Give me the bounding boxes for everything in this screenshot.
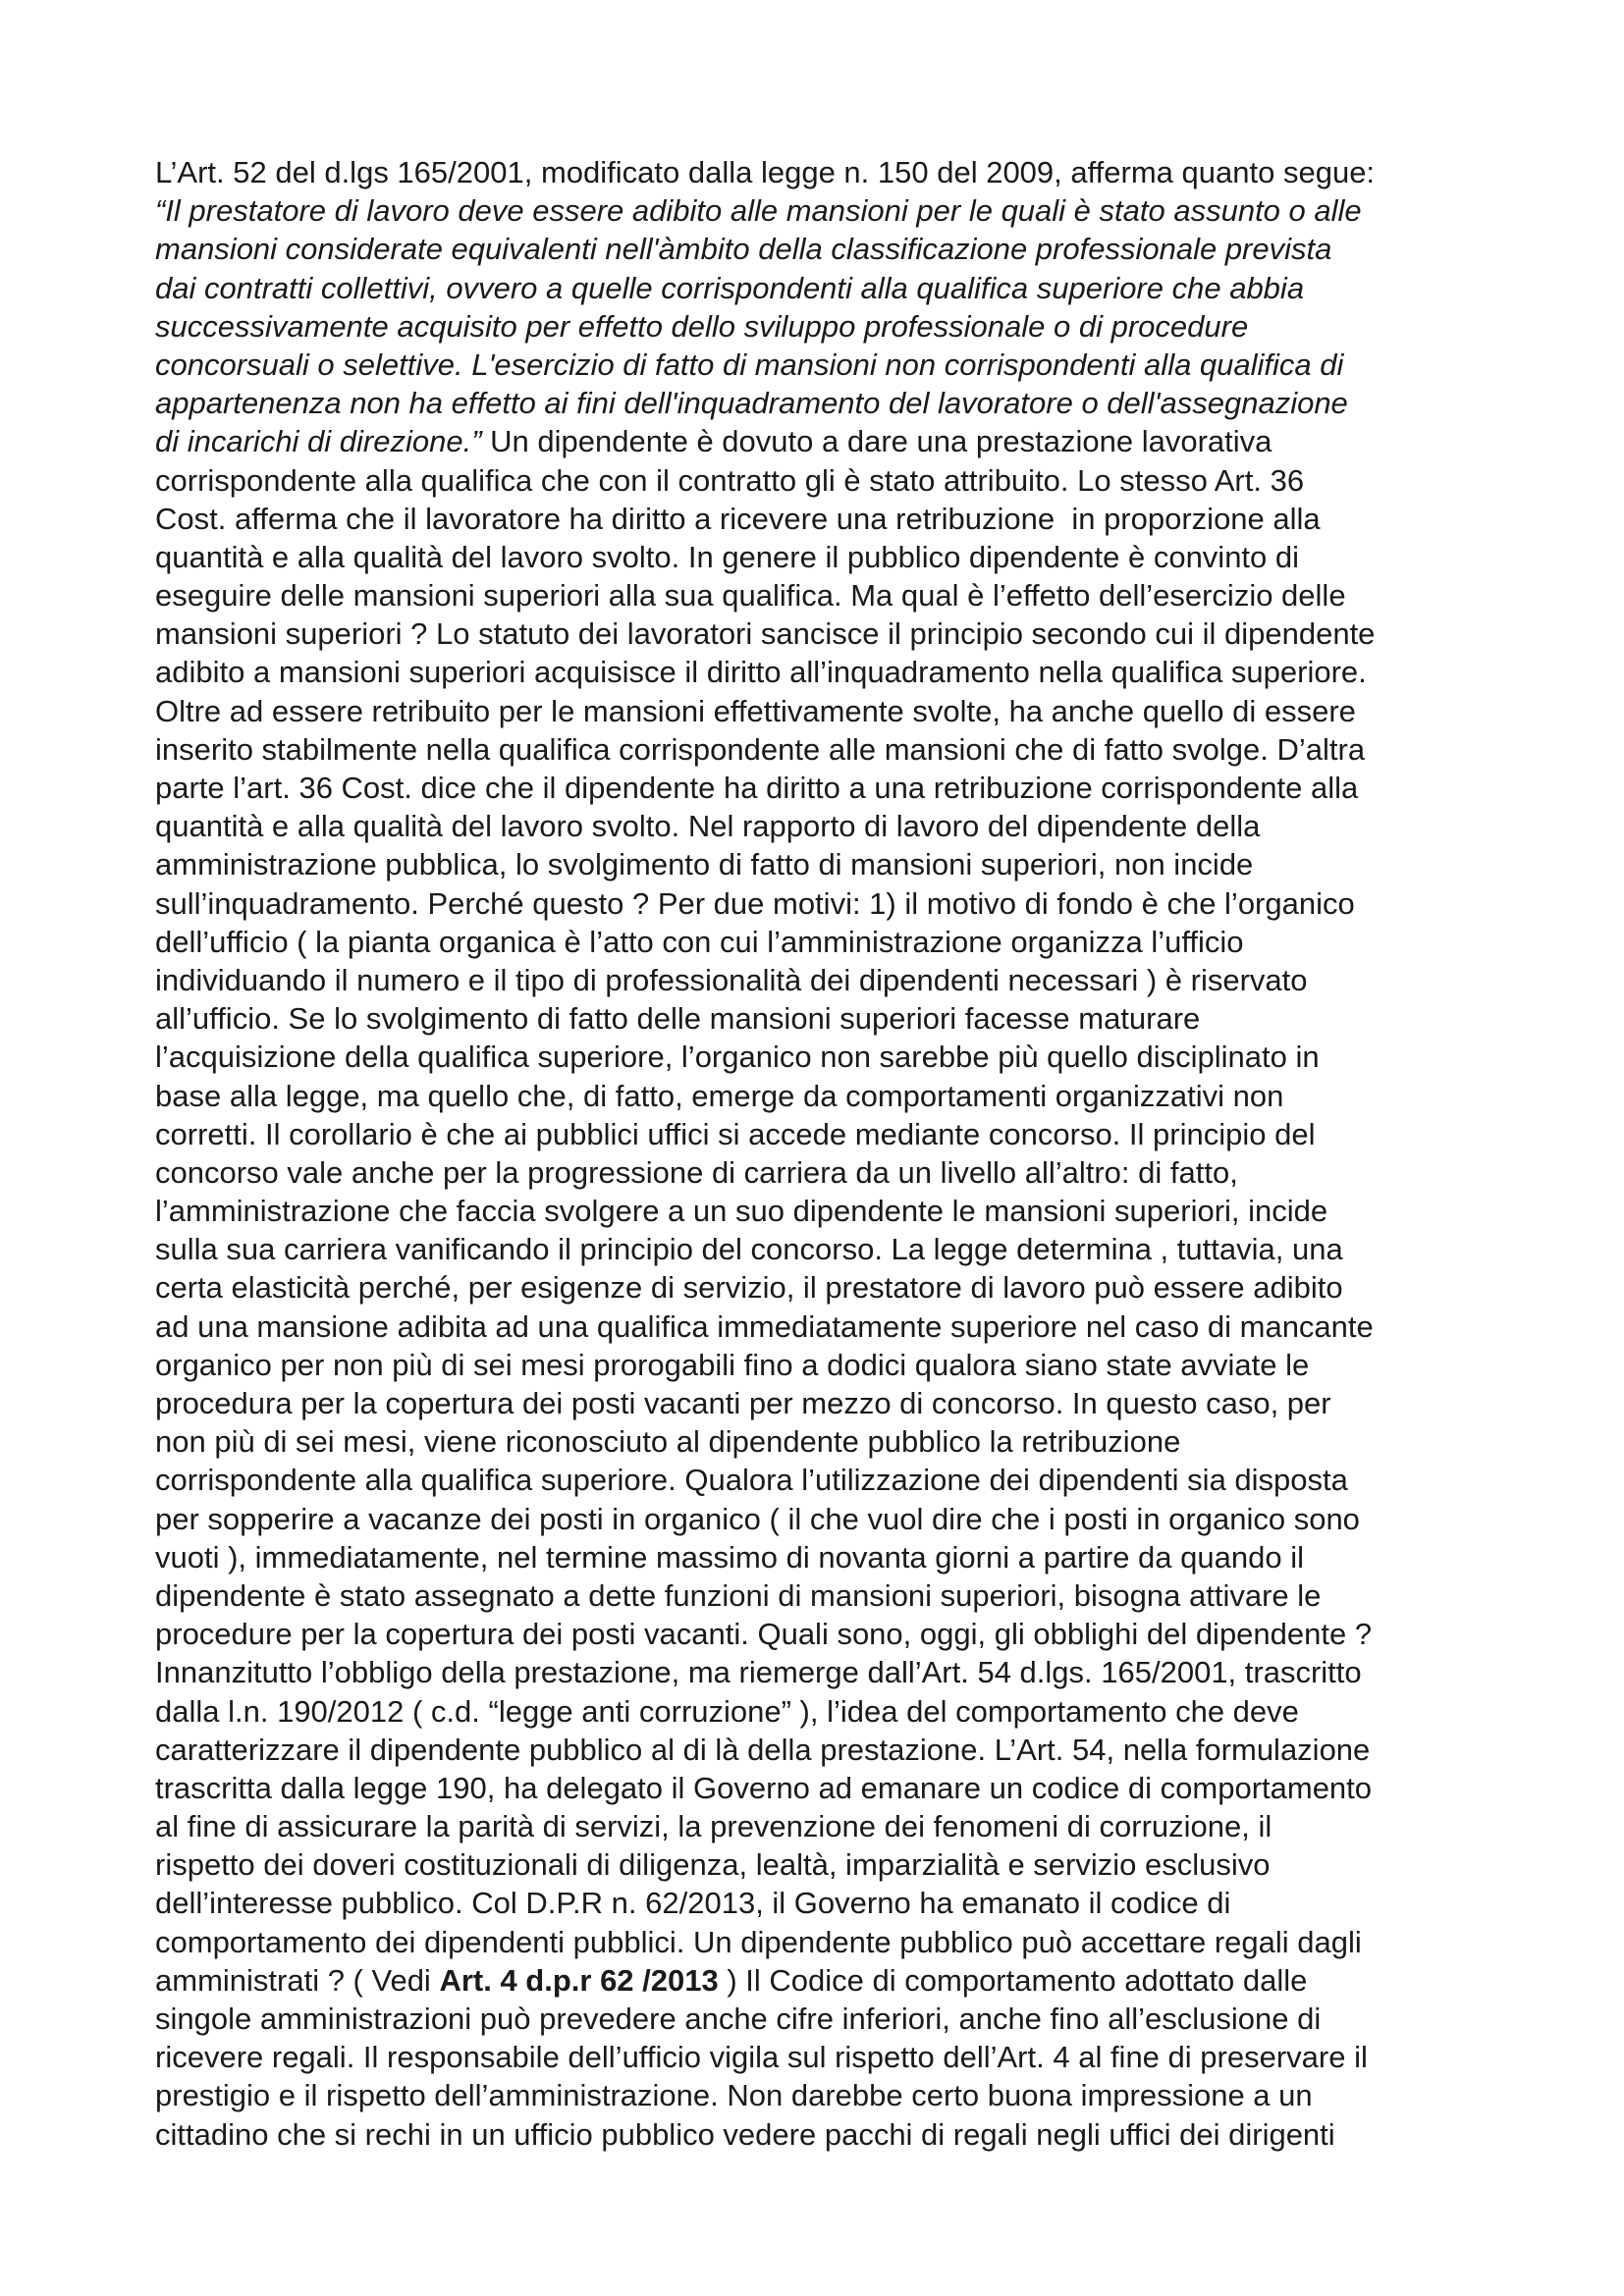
text-line xyxy=(155,1077,1500,1115)
text-line xyxy=(155,1230,1500,1268)
text-line xyxy=(155,1153,1500,1192)
body-text: organico per non più di sei mesi prorogabili fino a dodici qualora siano state avviate le xyxy=(155,1347,1310,1382)
body-text: certa elasticità perché, per esigenze di servizio, il prestatore di lavoro può essere adibito xyxy=(155,1270,1343,1306)
body-text: eseguire delle mansioni superiori alla sua qualifica. Ma qual è l’effetto dell’esercizio delle xyxy=(155,578,1346,614)
body-text: non più di sei mesi, viene riconosciuto al dipendente pubblico la retribuzione xyxy=(155,1424,1181,1460)
text-line xyxy=(155,2115,1500,2154)
body-text: corrispondente alla qualifica che con il contratto gli è stato attribuito. Lo stesso Art. 36 xyxy=(155,462,1305,498)
body-text: al fine di assicurare la parità di servizi, la prevenzione dei fenomeni di corruzione, il xyxy=(155,1809,1272,1844)
body-text: procedura per la copertura dei posti vacanti per mezzo di concorso. In questo caso, per xyxy=(155,1386,1331,1420)
text-line xyxy=(155,1923,1500,1961)
text-line xyxy=(155,923,1500,961)
text-line xyxy=(155,422,1500,460)
body-text: sulla sua carriera vanificando il principio del concorso. La legge determina , tuttavia, una xyxy=(155,1232,1343,1267)
body-text: prestigio e il rispetto dell’amministrazione. Non darebbe certo buona impressione a un xyxy=(155,2078,1313,2113)
text-line xyxy=(155,269,1500,307)
text-line xyxy=(155,999,1500,1038)
text-line xyxy=(155,1576,1500,1615)
body-text: cittadino che si rechi in un ufficio pubblico vedere pacchi di regali negli uffici dei dirigenti xyxy=(155,2116,1335,2152)
quoted-text: “Il prestatore di lavoro deve essere adibito alle mansioni per le quali è stato assunto o alle xyxy=(155,193,1362,229)
text-line xyxy=(155,1615,1500,1653)
text-line xyxy=(155,845,1500,883)
text-line xyxy=(155,500,1500,538)
body-text: dell’ufficio ( la pianta organica è l’atto con cui l’amministrazione organizza l’ufficio xyxy=(155,924,1244,959)
text-line xyxy=(155,1692,1500,1731)
text-line xyxy=(155,2038,1500,2076)
text-line xyxy=(155,1807,1500,1845)
body-text: singole amministrazioni può prevedere anche cifre inferiori, anche fino all’esclusione di xyxy=(155,2002,1322,2036)
body-text: parte l’art. 36 Cost. dice che il dipendente ha diritto a una retribuzione corrispondente alla xyxy=(155,771,1359,805)
text-line xyxy=(155,1653,1500,1691)
text-line xyxy=(155,961,1500,999)
text-line xyxy=(155,769,1500,807)
body-text: Oltre ad essere retribuito per le mansioni effettivamente svolte, ha anche quello di essere xyxy=(155,693,1356,728)
text-line xyxy=(155,384,1500,422)
body-text: concorso vale anche per la progressione di carriera da un livello all’altro: di fatto, xyxy=(155,1154,1238,1190)
text-line xyxy=(155,807,1500,845)
body-text: base alla legge, ma quello che, di fatto, emerge da comportamenti organizzativi non xyxy=(155,1078,1284,1113)
body-text: Un dipendente è dovuto a dare una prestazione lavorativa xyxy=(481,424,1272,459)
body-text: amministrati ? ( Vedi xyxy=(155,1962,440,1998)
text-line xyxy=(155,614,1500,653)
body-text: per sopperire a vacanze dei posti in organico ( il che vuol dire che i posti in organico sono xyxy=(155,1501,1360,1536)
body-text: quantità e alla qualità del lavoro svolto. In genere il pubblico dipendente è convinto di xyxy=(155,539,1300,574)
text-line xyxy=(155,2076,1500,2114)
body-text: l’amministrazione che faccia svolgere a un suo dipendente le mansioni superiori, incide xyxy=(155,1194,1328,1229)
quoted-text: di incarichi di direzione.” xyxy=(155,424,482,459)
text-line xyxy=(155,153,1500,191)
body-text: quantità e alla qualità del lavoro svolto. Nel rapporto di lavoro del dipendente della xyxy=(155,809,1261,844)
body-text: Innanzitutto l’obbligo della prestazione, ma riemerge dall’Art. 54 d.lgs. 165/2001, trascritto xyxy=(155,1655,1362,1690)
text-line xyxy=(155,884,1500,923)
text-line xyxy=(155,538,1500,576)
text-line xyxy=(155,1192,1500,1230)
text-line xyxy=(155,1461,1500,1499)
body-text: trascritta dalla legge 190, ha delegato il Governo ad emanare un codice di comportamento xyxy=(155,1770,1373,1805)
text-line xyxy=(155,1884,1500,1922)
text-line xyxy=(155,1115,1500,1153)
body-text: dell’interesse pubblico. Col D.P.R n. 62/2013, il Governo ha emanato il codice di xyxy=(155,1886,1231,1921)
body-text: inserito stabilmente nella qualifica corrispondente alle mansioni che di fatto svolge. D’altra xyxy=(155,731,1366,767)
quoted-text: successivamente acquisito per effetto dello sviluppo professionale o di procedure xyxy=(155,308,1249,344)
body-text: vuoti ), immediatamente, nel termine massimo di novanta giorni a partire da quando il xyxy=(155,1539,1304,1575)
body-text: all’ufficio. Se lo svolgimento di fatto delle mansioni superiori facesse maturare xyxy=(155,1001,1201,1037)
body-text: Cost. afferma che il lavoratore ha diritto a ricevere una retribuzione in proporzione alla xyxy=(155,501,1321,536)
text-line xyxy=(155,1538,1500,1576)
text-line xyxy=(155,1500,1500,1538)
body-text: caratterizzare il dipendente pubblico al di là della prestazione. L’Art. 54, nella formulazione xyxy=(155,1732,1371,1767)
body-text: amministrazione pubblica, lo svolgimento di fatto di mansioni superiori, non incide xyxy=(155,847,1254,882)
body-text: sull’inquadramento. Perché questo ? Per due motivi: 1) il motivo di fondo è che l’organico xyxy=(155,885,1355,921)
body-text: ad una mansione adibita ad una qualifica immediatamente superiore nel caso di mancante xyxy=(155,1308,1374,1344)
body-text: corrispondente alla qualifica superiore. Qualora l’utilizzazione dei dipendenti sia disposta xyxy=(155,1463,1348,1498)
text-line xyxy=(155,1308,1500,1346)
text-line xyxy=(155,1346,1500,1384)
quoted-text: concorsuali o selettive. L'esercizio di fatto di mansioni non corrispondenti alla qualifica di xyxy=(155,347,1344,382)
text-line xyxy=(155,1384,1500,1422)
body-text: comportamento dei dipendenti pubblici. Un dipendente pubblico può accettare regali dagli xyxy=(155,1924,1362,1959)
body-text: corretti. Il corollario è che ai pubblici uffici si accede mediante concorso. Il principio del xyxy=(155,1116,1316,1151)
body-text: adibito a mansioni superiori acquisisce il diritto all’inquadramento nella qualifica superiore. xyxy=(155,655,1367,690)
quoted-text: dai contratti collettivi, ovvero a quelle corrispondenti alla qualifica superiore che abbia xyxy=(155,270,1305,305)
text-line xyxy=(155,1038,1500,1076)
body-text: l’acquisizione della qualifica superiore, l’organico non sarebbe più quello disciplinato in xyxy=(155,1040,1320,1075)
text-line xyxy=(155,461,1500,500)
text-line xyxy=(155,1769,1500,1807)
text-line xyxy=(155,1268,1500,1307)
text-line xyxy=(155,1961,1500,2000)
text-line xyxy=(155,307,1500,346)
body-text: mansioni superiori ? Lo statuto dei lavoratori sancisce il principio secondo cui il dipendente xyxy=(155,616,1376,652)
text-line xyxy=(155,1731,1500,1769)
text-line xyxy=(155,346,1500,384)
quoted-text: appartenenza non ha effetto ai fini dell'inquadramento del lavoratore o dell'assegnazione xyxy=(155,386,1348,421)
text-line xyxy=(155,576,1500,614)
body-text: individuando il numero e il tipo di professionalità dei dipendenti necessari ) è riservato xyxy=(155,962,1308,997)
text-line xyxy=(155,730,1500,769)
body-text: procedure per la copertura dei posti vacanti. Quali sono, oggi, gli obblighi del dipendente ? xyxy=(155,1617,1373,1652)
text-line xyxy=(155,1422,1500,1461)
text-line xyxy=(155,1845,1500,1884)
body-text: dipendente è stato assegnato a dette funzioni di mansioni superiori, bisogna attivare le xyxy=(155,1577,1322,1613)
quoted-text: mansioni considerate equivalenti nell'àmbito della classificazione professionale prevista xyxy=(155,232,1332,267)
body-text: L’Art. 52 del d.lgs 165/2001, modificato dalla legge n. 150 del 2009, afferma quanto segue: xyxy=(155,155,1376,189)
text-line xyxy=(155,2000,1500,2038)
text-line xyxy=(155,653,1500,691)
document-page xyxy=(155,153,1500,2154)
body-text: rispetto dei doveri costituzionali di diligenza, lealtà, imparzialità e servizio esclusivo xyxy=(155,1847,1271,1883)
body-text: dalla l.n. 190/2012 ( c.d. “legge anti corruzione” ), l’idea del comportamento che deve xyxy=(155,1693,1299,1729)
body-text: ) Il Codice di comportamento adottato dalle xyxy=(718,1962,1308,1998)
text-line xyxy=(155,191,1500,230)
body-text: ricevere regali. Il responsabile dell’ufficio vigila sul rispetto dell’Art. 4 al fine di preservare il xyxy=(155,2040,1368,2075)
text-line xyxy=(155,692,1500,730)
text-line xyxy=(155,230,1500,268)
bold-reference: Art. 4 d.p.r 62 /2013 xyxy=(439,1962,719,1998)
